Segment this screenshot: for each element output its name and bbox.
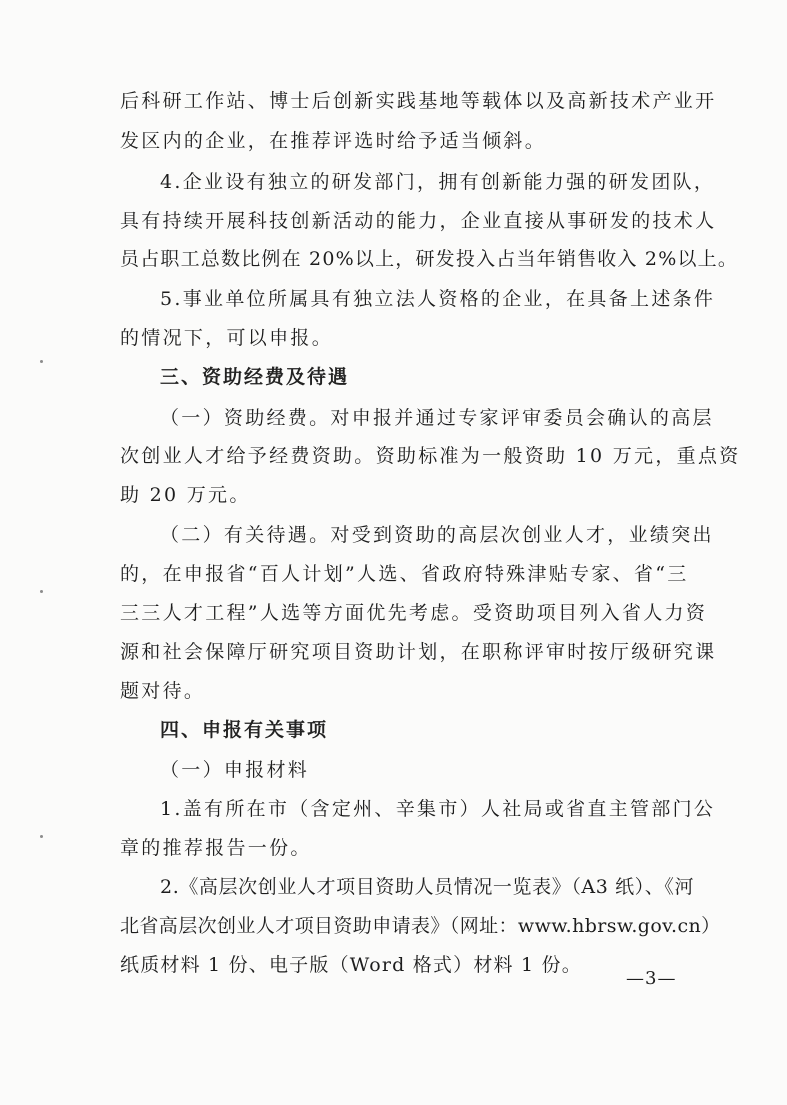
body-line: 1.盖有所在市（含定州、辛集市）人社局或省直主管部门公: [160, 798, 716, 820]
body-line: 北省高层次创业人才项目资助申请表》（网址：www.hbrsw.gov.cn）: [120, 915, 721, 937]
scan-speck: [40, 360, 43, 363]
body-line: 4.企业设有独立的研发部门，拥有创新能力强的研发团队，: [160, 171, 716, 193]
body-line: 2.《高层次创业人才项目资助人员情况一览表》（A3 纸）、《河: [160, 876, 695, 898]
scan-speck: [40, 590, 43, 593]
section-heading: 三、资助经费及待遇: [160, 366, 350, 388]
body-line: （一）资助经费。对申报并通过专家评审委员会确认的高层: [160, 407, 714, 429]
body-line: 次创业人才给予经费资助。资助标准为一般资助 10 万元，重点资: [120, 445, 741, 467]
body-line: 三三人才工程”人选等方面优先考虑。受资助项目列入省人力资: [120, 602, 708, 624]
scan-speck: [40, 835, 43, 838]
body-line: （二）有关待遇。对受到资助的高层次创业人才，业绩突出: [160, 524, 714, 546]
body-line: 题对待。: [120, 680, 206, 702]
body-line: 的情况下，可以申报。: [120, 327, 334, 349]
body-line: 纸质材料 1 份、电子版（Word 格式）材料 1 份。: [120, 954, 582, 976]
body-line: 助 20 万元。: [120, 484, 251, 506]
body-line: 5.事业单位所属具有独立法人资格的企业，在具备上述条件: [160, 288, 716, 310]
body-line: 的，在申报省“百人计划”人选、省政府特殊津贴专家、省“三: [120, 563, 689, 585]
body-line: 发区内的企业，在推荐评选时给予适当倾斜。: [120, 130, 547, 152]
body-line: 章的推荐报告一份。: [120, 837, 312, 859]
body-line: 后科研工作站、博士后创新实践基地等载体以及高新技术产业开: [120, 90, 717, 112]
body-line: 员占职工总数比例在 20%以上，研发投入占当年销售收入 2%以上。: [120, 248, 739, 270]
page-number: —3—: [626, 968, 677, 989]
body-line: 具有持续开展科技创新活动的能力，企业直接从事研发的技术人: [120, 210, 717, 232]
section-heading: 四、申报有关事项: [160, 719, 329, 741]
body-line: 源和社会保障厅研究项目资助计划，在职称评审时按厅级研究课: [120, 641, 717, 663]
subsection-heading: （一）申报材料: [160, 759, 310, 781]
